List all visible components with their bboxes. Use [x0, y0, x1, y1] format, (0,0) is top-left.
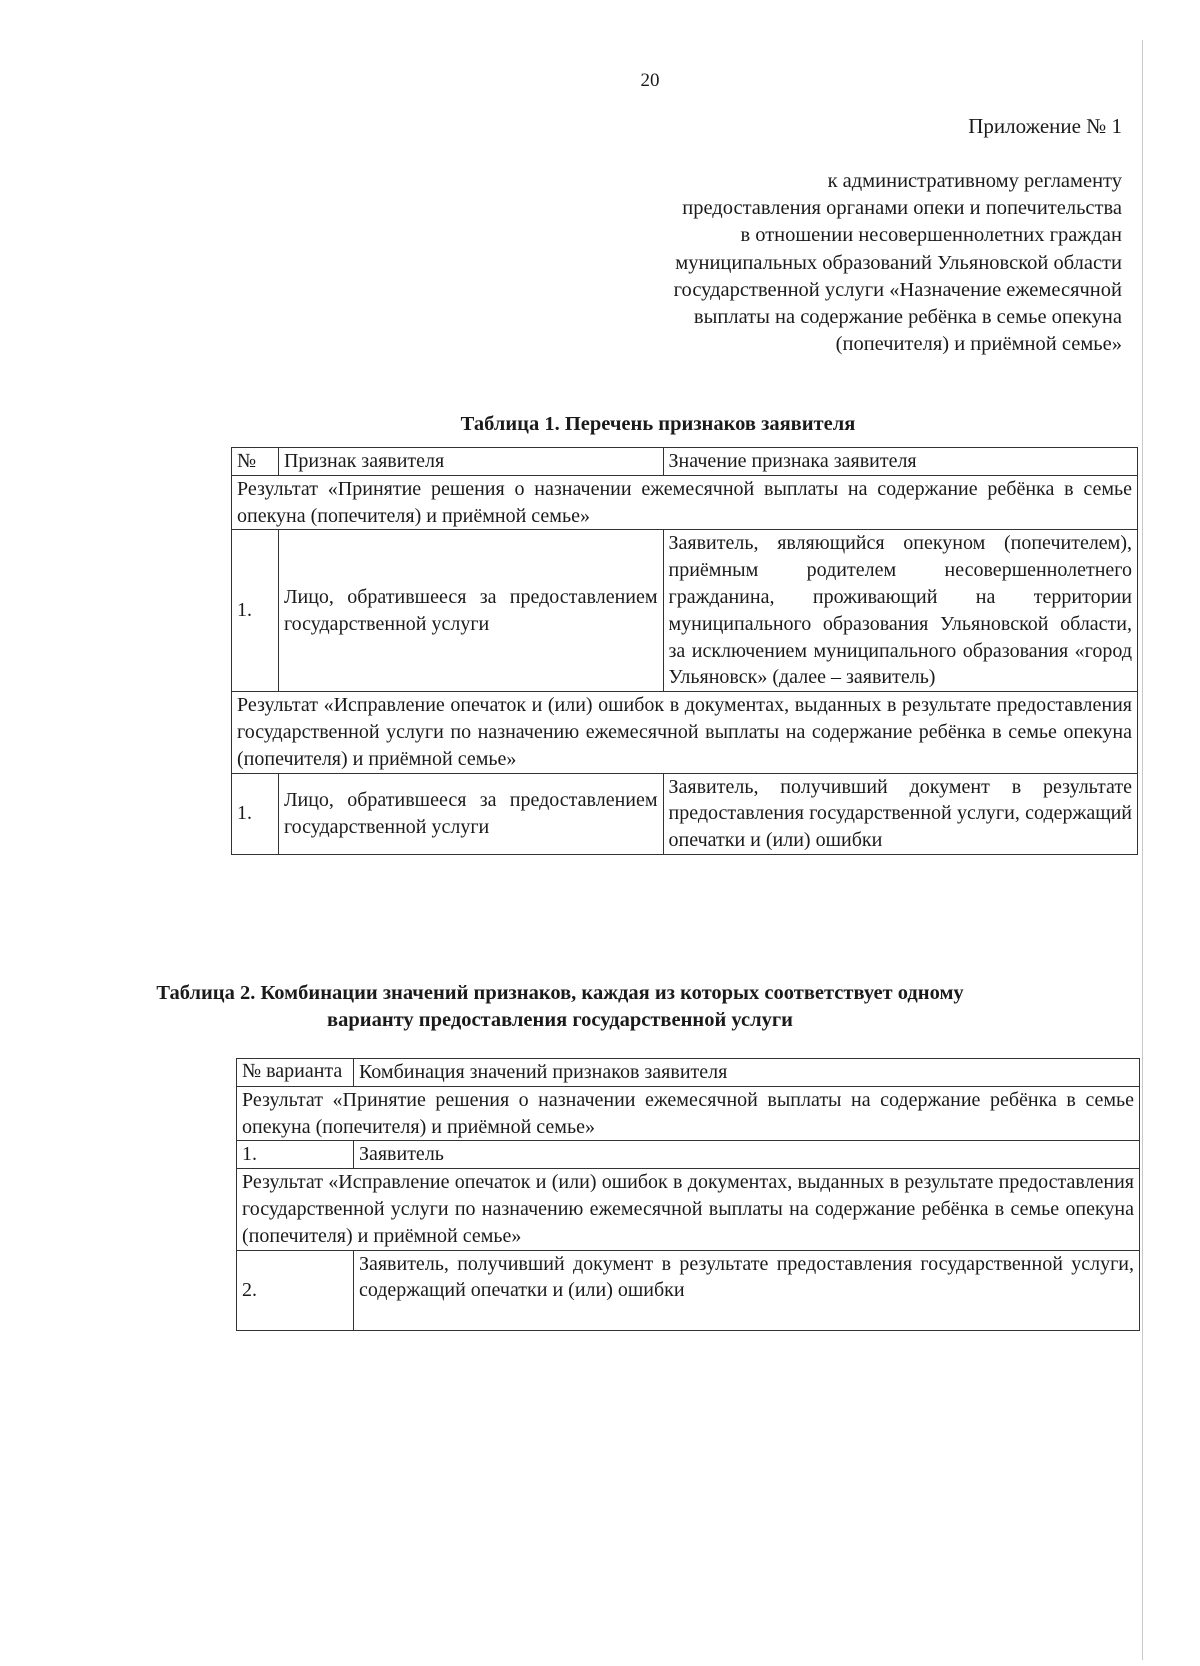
appendix-label: Приложение № 1	[968, 114, 1122, 138]
header-number: №	[232, 448, 279, 476]
table-section-row	[232, 692, 1138, 773]
section-result-1: Результат «Принятие решения о назначении ежемесячной выплаты на содержание ребёнка в семье опекуна (попечителя) и приёмной семье»	[237, 1086, 1140, 1141]
table-row	[232, 530, 1138, 692]
row-number: 1.	[232, 773, 279, 854]
table-row	[237, 1250, 1140, 1330]
header-value: Значение признака заявителя	[663, 448, 1137, 476]
table-section-row	[237, 1086, 1140, 1141]
row-value: Заявитель, являющийся опекуном (попечителем), приёмным родителем несовершеннолетнего гражданина, проживающий на территории муниципального образования Ульяновской области, за исключением муниципального образования «город Ульяновск» (далее – заявитель)	[663, 530, 1137, 692]
row-value: Заявитель, получивший документ в результате предоставления государственной услуги, содержащий опечатки и (или) ошибки	[663, 773, 1137, 854]
subtitle-line: выплаты на содержание ребёнка в семье опекуна	[693, 306, 1122, 329]
subtitle-line: государственной услуги «Назначение ежемесячной	[673, 278, 1122, 301]
table-header-row	[237, 1059, 1140, 1087]
subtitle-line: (попечителя) и приёмной семье»	[835, 333, 1122, 356]
table-section-row	[237, 1169, 1140, 1250]
table2-title-line: варианту предоставления государственной услуги	[327, 1009, 793, 1031]
section-result-2: Результат «Исправление опечаток и (или) ошибок в документах, выданных в результате предоставления государственной услуги по назначению ежемесячной выплаты на содержание ребёнка в семье опекуна (попечителя) и приёмной семье»	[232, 692, 1138, 773]
section-result-2: Результат «Исправление опечаток и (или) ошибок в документах, выданных в результате предоставления государственной услуги по назначению ежемесячной выплаты на содержание ребёнка в семье опекуна (попечителя) и приёмной семье»	[237, 1169, 1140, 1250]
header-variant-number: № варианта	[237, 1059, 354, 1087]
row-number: 1.	[232, 530, 279, 692]
header-feature: Признак заявителя	[278, 448, 663, 476]
subtitle-line: в отношении несовершеннолетних граждан	[740, 224, 1122, 247]
page-number: 20	[640, 70, 660, 91]
row-number: 2.	[237, 1250, 354, 1330]
table2-title-line: Таблица 2. Комбинации значений признаков, каждая из которых соответствует одному	[156, 982, 964, 1004]
row-feature: Лицо, обратившееся за предоставлением государственной услуги	[278, 773, 663, 854]
table-header-row	[232, 448, 1138, 476]
subtitle-line: предоставления органами опеки и попечительства	[682, 197, 1122, 220]
subtitle-line: к административному регламенту	[827, 170, 1122, 192]
row-value: Заявитель, получивший документ в результате предоставления государственной услуги, содержащий опечатки и (или) ошибки	[353, 1250, 1139, 1330]
scan-edge-line	[1142, 40, 1143, 1660]
row-feature: Лицо, обратившееся за предоставлением государственной услуги	[278, 530, 663, 692]
row-number: 1.	[237, 1141, 354, 1169]
section-result-1: Результат «Принятие решения о назначении ежемесячной выплаты на содержание ребёнка в семье опекуна (попечителя) и приёмной семье»	[232, 475, 1138, 530]
table-row	[232, 773, 1138, 854]
table-section-row	[232, 475, 1138, 530]
table1-title: Таблица 1. Перечень признаков заявителя	[460, 413, 856, 435]
header-combination: Комбинация значений признаков заявителя	[353, 1059, 1139, 1087]
table2-title	[10, 980, 1110, 1034]
row-value: Заявитель	[353, 1141, 1139, 1169]
appendix-subtitle	[674, 168, 1122, 358]
applicant-features-table	[231, 447, 1138, 855]
feature-combinations-table	[236, 1058, 1140, 1331]
subtitle-line: муниципальных образований Ульяновской области	[675, 251, 1122, 274]
table-row	[237, 1141, 1140, 1169]
